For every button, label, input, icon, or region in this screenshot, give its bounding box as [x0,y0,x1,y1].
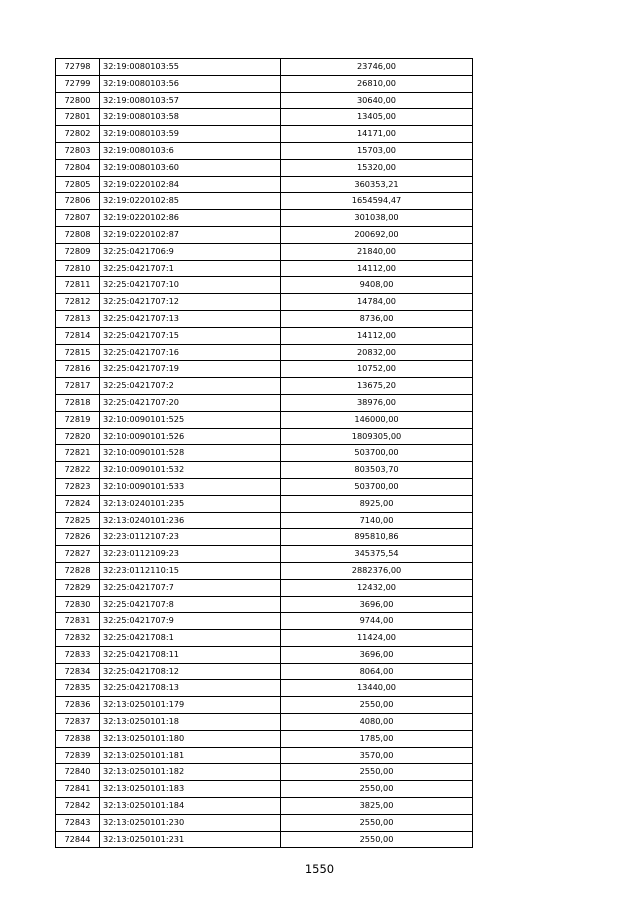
row-number-cell: 72799 [56,75,100,92]
cadastral-number-cell: 32:19:0220102:84 [100,176,281,193]
cadastral-number-cell: 32:25:0421707:7 [100,579,281,596]
table-row [56,159,473,176]
table-row [56,193,473,210]
table-row [56,226,473,243]
row-number-cell: 72838 [56,730,100,747]
cadastral-number-cell: 32:25:0421707:13 [100,310,281,327]
row-number-cell: 72816 [56,361,100,378]
cadastral-number-cell: 32:19:0220102:87 [100,226,281,243]
value-cell: 345375,54 [281,546,473,563]
value-cell: 4080,00 [281,714,473,731]
value-cell: 12432,00 [281,579,473,596]
cadastral-number-cell: 32:10:0090101:526 [100,428,281,445]
cadastral-number-cell: 32:25:0421708:11 [100,646,281,663]
value-cell: 301038,00 [281,210,473,227]
table-row [56,428,473,445]
value-cell: 23746,00 [281,59,473,76]
value-cell: 2550,00 [281,781,473,798]
row-number-cell: 72834 [56,663,100,680]
cadastral-number-cell: 32:10:0090101:525 [100,411,281,428]
value-cell: 503700,00 [281,478,473,495]
row-number-cell: 72839 [56,747,100,764]
cadastral-number-cell: 32:19:0080103:6 [100,142,281,159]
row-number-cell: 72819 [56,411,100,428]
table-row [56,546,473,563]
cadastral-number-cell: 32:10:0090101:528 [100,445,281,462]
row-number-cell: 72811 [56,277,100,294]
row-number-cell: 72822 [56,462,100,479]
row-number-cell: 72837 [56,714,100,731]
value-cell: 2550,00 [281,814,473,831]
page-number: 1550 [304,862,335,876]
cadastral-number-cell: 32:25:0421707:1 [100,260,281,277]
table-row [56,327,473,344]
cadastral-number-cell: 32:13:0250101:179 [100,697,281,714]
cadastral-number-cell: 32:25:0421707:15 [100,327,281,344]
row-number-cell: 72842 [56,798,100,815]
value-cell: 7140,00 [281,512,473,529]
table-row [56,714,473,731]
value-cell: 200692,00 [281,226,473,243]
table-row [56,75,473,92]
value-cell: 2882376,00 [281,562,473,579]
table-row [56,630,473,647]
cadastral-number-cell: 32:13:0250101:180 [100,730,281,747]
value-cell: 14112,00 [281,327,473,344]
value-cell: 8064,00 [281,663,473,680]
value-cell: 3825,00 [281,798,473,815]
cadastral-number-cell: 32:13:0250101:230 [100,814,281,831]
table-row [56,361,473,378]
cadastral-number-cell: 32:13:0240101:236 [100,512,281,529]
cadastral-number-cell: 32:19:0080103:60 [100,159,281,176]
value-cell: 14112,00 [281,260,473,277]
cadastral-number-cell: 32:13:0240101:235 [100,495,281,512]
table-row [56,243,473,260]
row-number-cell: 72804 [56,159,100,176]
row-number-cell: 72836 [56,697,100,714]
table-row [56,529,473,546]
table-row [56,764,473,781]
row-number-cell: 72808 [56,226,100,243]
cadastral-number-cell: 32:10:0090101:532 [100,462,281,479]
table-row [56,277,473,294]
row-number-cell: 72818 [56,394,100,411]
cadastral-number-cell: 32:13:0250101:181 [100,747,281,764]
cadastral-number-cell: 32:19:0080103:59 [100,126,281,143]
table-row [56,344,473,361]
table-row [56,730,473,747]
table-row [56,92,473,109]
row-number-cell: 72798 [56,59,100,76]
value-cell: 1785,00 [281,730,473,747]
cadastral-number-cell: 32:23:0112107:23 [100,529,281,546]
row-number-cell: 72829 [56,579,100,596]
value-cell: 26810,00 [281,75,473,92]
table-row [56,210,473,227]
row-number-cell: 72830 [56,596,100,613]
table-row [56,680,473,697]
value-cell: 15320,00 [281,159,473,176]
cadastral-number-cell: 32:13:0250101:184 [100,798,281,815]
value-cell: 10752,00 [281,361,473,378]
cadastral-number-cell: 32:19:0220102:85 [100,193,281,210]
value-cell: 30640,00 [281,92,473,109]
row-number-cell: 72828 [56,562,100,579]
value-cell: 3696,00 [281,596,473,613]
cadastral-number-cell: 32:19:0080103:56 [100,75,281,92]
table-row [56,109,473,126]
cadastral-number-cell: 32:25:0421707:16 [100,344,281,361]
cadastral-number-cell: 32:19:0220102:86 [100,210,281,227]
table-row [56,294,473,311]
value-cell: 803503,70 [281,462,473,479]
cadastral-number-cell: 32:25:0421707:20 [100,394,281,411]
cadastral-number-cell: 32:19:0080103:58 [100,109,281,126]
row-number-cell: 72817 [56,378,100,395]
table-row [56,462,473,479]
table-row [56,176,473,193]
value-cell: 503700,00 [281,445,473,462]
row-number-cell: 72801 [56,109,100,126]
value-cell: 21840,00 [281,243,473,260]
row-number-cell: 72833 [56,646,100,663]
row-number-cell: 72843 [56,814,100,831]
row-number-cell: 72826 [56,529,100,546]
value-cell: 360353,21 [281,176,473,193]
cadastral-number-cell: 32:25:0421707:9 [100,613,281,630]
row-number-cell: 72814 [56,327,100,344]
cadastral-number-cell: 32:25:0421708:1 [100,630,281,647]
cadastral-number-cell: 32:13:0250101:18 [100,714,281,731]
row-number-cell: 72825 [56,512,100,529]
table-row [56,411,473,428]
value-cell: 3570,00 [281,747,473,764]
cadastral-number-cell: 32:13:0250101:231 [100,831,281,848]
value-cell: 895810,86 [281,529,473,546]
value-cell: 8736,00 [281,310,473,327]
value-cell: 9408,00 [281,277,473,294]
table-row [56,378,473,395]
table-row [56,579,473,596]
table-row [56,310,473,327]
cadastral-number-cell: 32:25:0421707:10 [100,277,281,294]
row-number-cell: 72844 [56,831,100,848]
table-row [56,260,473,277]
value-cell: 15703,00 [281,142,473,159]
table-row [56,562,473,579]
table-row [56,697,473,714]
row-number-cell: 72820 [56,428,100,445]
table-row [56,613,473,630]
row-number-cell: 72835 [56,680,100,697]
value-cell: 2550,00 [281,697,473,714]
value-cell: 2550,00 [281,764,473,781]
value-cell: 13675,20 [281,378,473,395]
table-row [56,142,473,159]
table-row [56,394,473,411]
value-cell: 2550,00 [281,831,473,848]
row-number-cell: 72832 [56,630,100,647]
table-row [56,596,473,613]
row-number-cell: 72815 [56,344,100,361]
row-number-cell: 72802 [56,126,100,143]
value-cell: 38976,00 [281,394,473,411]
row-number-cell: 72841 [56,781,100,798]
table-row [56,747,473,764]
value-cell: 14171,00 [281,126,473,143]
row-number-cell: 72805 [56,176,100,193]
cadastral-number-cell: 32:25:0421707:8 [100,596,281,613]
value-cell: 8925,00 [281,495,473,512]
cadastral-number-cell: 32:23:0112109:23 [100,546,281,563]
table-row [56,59,473,76]
row-number-cell: 72823 [56,478,100,495]
row-number-cell: 72803 [56,142,100,159]
table-row [56,512,473,529]
row-number-cell: 72807 [56,210,100,227]
row-number-cell: 72813 [56,310,100,327]
value-cell: 13405,00 [281,109,473,126]
row-number-cell: 72821 [56,445,100,462]
cadastral-number-cell: 32:25:0421708:12 [100,663,281,680]
value-cell: 3696,00 [281,646,473,663]
cadastral-number-cell: 32:25:0421707:12 [100,294,281,311]
table-body [56,59,473,848]
cadastral-number-cell: 32:25:0421707:19 [100,361,281,378]
cadastral-number-cell: 32:19:0080103:57 [100,92,281,109]
cadastral-number-cell: 32:25:0421708:13 [100,680,281,697]
row-number-cell: 72831 [56,613,100,630]
value-cell: 1809305,00 [281,428,473,445]
table-row [56,814,473,831]
cadastral-number-cell: 32:19:0080103:55 [100,59,281,76]
row-number-cell: 72806 [56,193,100,210]
row-number-cell: 72824 [56,495,100,512]
table-row [56,798,473,815]
table-row [56,663,473,680]
table-row [56,478,473,495]
table-row [56,445,473,462]
table-row [56,781,473,798]
row-number-cell: 72810 [56,260,100,277]
value-cell: 9744,00 [281,613,473,630]
cadastral-table [55,58,473,848]
row-number-cell: 72840 [56,764,100,781]
value-cell: 13440,00 [281,680,473,697]
table-row [56,495,473,512]
cadastral-number-cell: 32:25:0421706:9 [100,243,281,260]
cadastral-number-cell: 32:23:0112110:15 [100,562,281,579]
table-row [56,646,473,663]
value-cell: 11424,00 [281,630,473,647]
table-row [56,126,473,143]
cadastral-number-cell: 32:13:0250101:182 [100,764,281,781]
cadastral-number-cell: 32:25:0421707:2 [100,378,281,395]
cadastral-number-cell: 32:10:0090101:533 [100,478,281,495]
row-number-cell: 72812 [56,294,100,311]
row-number-cell: 72800 [56,92,100,109]
value-cell: 1654594,47 [281,193,473,210]
value-cell: 146000,00 [281,411,473,428]
cadastral-number-cell: 32:13:0250101:183 [100,781,281,798]
row-number-cell: 72809 [56,243,100,260]
table-row [56,831,473,848]
value-cell: 14784,00 [281,294,473,311]
row-number-cell: 72827 [56,546,100,563]
value-cell: 20832,00 [281,344,473,361]
